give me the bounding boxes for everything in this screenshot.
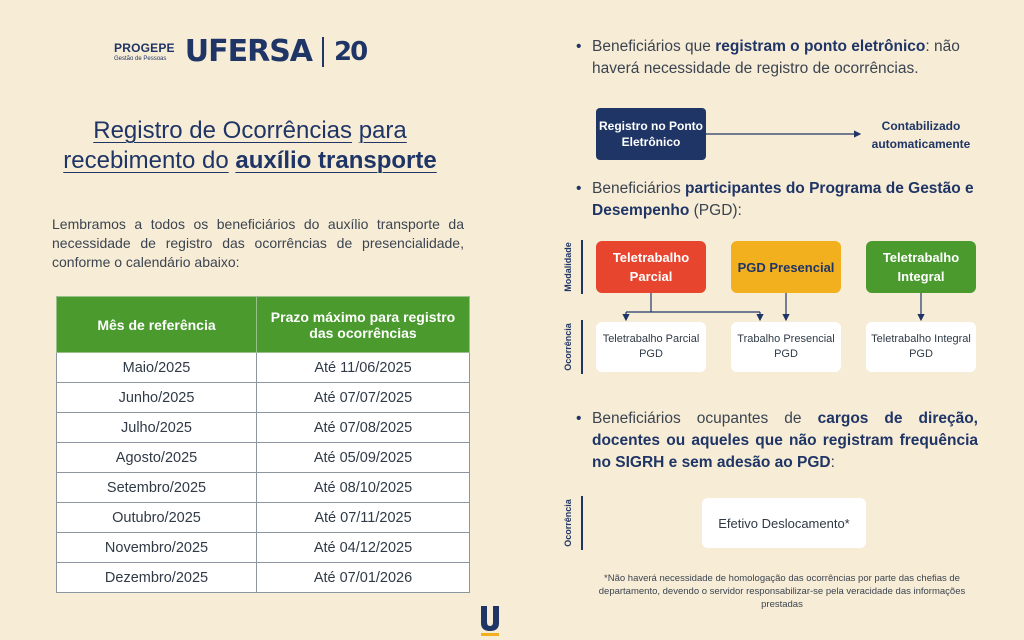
footnote: *Não haverá necessidade de homologação das ocorrências por parte das chefias de departamento, devendo o servidor responsabilizar-se pela veracidade das informações prestadas bbox=[598, 573, 966, 610]
bullet1-pre: Beneficiários que bbox=[592, 38, 716, 55]
bullet3-pre: Beneficiários ocupantes de bbox=[592, 410, 818, 427]
efetivo-deslocamento-box: Efetivo Deslocamento* bbox=[702, 498, 866, 548]
deadline-cell: Até 08/10/2025 bbox=[257, 473, 470, 503]
contabilizado-label: Contabilizado automaticamente bbox=[871, 119, 971, 151]
bullet-dot-icon: • bbox=[576, 180, 582, 197]
deadline-cell: Até 07/07/2025 bbox=[257, 383, 470, 413]
header-month: Mês de referência bbox=[57, 297, 257, 353]
bullet2-bold: participantes do Programa de Gestão e Desempenho bbox=[592, 180, 974, 219]
bullet-cargos-direcao bbox=[576, 408, 978, 474]
deadline-cell: Até 04/12/2025 bbox=[257, 533, 470, 563]
modalidade-teletrabalho-integral: Teletrabalho Integral bbox=[866, 241, 976, 293]
ocorrencia-teletrabalho-parcial: Teletrabalho Parcial PGD bbox=[596, 322, 706, 372]
ocorrencia-teletrabalho-integral: Teletrabalho Integral PGD bbox=[866, 322, 976, 372]
bullet-ponto-eletronico bbox=[576, 36, 976, 80]
bullet2-post: (PGD): bbox=[689, 202, 742, 219]
month-cell: Novembro/2025 bbox=[57, 533, 257, 563]
month-cell: Outubro/2025 bbox=[57, 503, 257, 533]
modalidade-bar bbox=[581, 240, 583, 294]
month-cell: Maio/2025 bbox=[57, 353, 257, 383]
label-modalidade: Modalidade bbox=[563, 242, 573, 292]
deadline-cell: Até 11/06/2025 bbox=[257, 353, 470, 383]
deadline-cell: Até 07/08/2025 bbox=[257, 413, 470, 443]
ocorrencia-trabalho-presencial: Trabalho Presencial PGD bbox=[731, 322, 841, 372]
bullet2-pre: Beneficiários bbox=[592, 180, 686, 197]
ocorrencia-bar bbox=[581, 320, 583, 374]
month-cell: Dezembro/2025 bbox=[57, 563, 257, 593]
bullet1-bold: registram o ponto eletrônico bbox=[715, 38, 926, 55]
month-cell: Julho/2025 bbox=[57, 413, 257, 443]
progepe-text: PROGEPE bbox=[114, 40, 175, 55]
bullet3-post: : bbox=[830, 454, 835, 471]
title-part4: auxílio transporte bbox=[235, 147, 437, 174]
deadline-cell: Até 05/09/2025 bbox=[257, 443, 470, 473]
anniversary-logo: 20 bbox=[334, 36, 367, 67]
progepe-subtitle: Gestão de Pessoas bbox=[114, 55, 167, 62]
bullet-dot-icon: • bbox=[576, 38, 582, 55]
bullet1-post: : não haverá necessidade de registro de ocorrências. bbox=[592, 38, 960, 77]
bullet-pgd bbox=[576, 178, 976, 222]
ocorrencia-bar-2 bbox=[581, 496, 583, 550]
ufersa-logo: UFERSA bbox=[184, 34, 313, 69]
modalidade-pgd-presencial: PGD Presencial bbox=[731, 241, 841, 293]
bullet-dot-icon: • bbox=[576, 410, 582, 427]
deadline-cell: Até 07/11/2025 bbox=[257, 503, 470, 533]
label-ocorrencia-2: Ocorrência bbox=[563, 499, 573, 547]
label-ocorrencia: Ocorrência bbox=[563, 323, 573, 371]
registro-ponto-box: Registro no Ponto Eletrônico bbox=[596, 108, 706, 160]
title-part3: recebimento do bbox=[63, 147, 229, 174]
modalidade-teletrabalho-parcial: Teletrabalho Parcial bbox=[596, 241, 706, 293]
deadline-cell: Até 07/01/2026 bbox=[257, 563, 470, 593]
bullet3-bold: cargos de direção, docentes ou aqueles que não registram frequência no SIGRH e sem adesão ao PGD bbox=[592, 410, 978, 471]
month-cell: Setembro/2025 bbox=[57, 473, 257, 503]
month-cell: Junho/2025 bbox=[57, 383, 257, 413]
title-part2: para bbox=[358, 117, 407, 144]
month-cell: Agosto/2025 bbox=[57, 443, 257, 473]
title-part1: Registro de Ocorrências bbox=[93, 117, 353, 144]
intro-text: Lembramos a todos os beneficiários do auxílio transporte da necessidade de registro das ocorrências de presencialidade, conforme o calendário abaixo: bbox=[52, 216, 464, 270]
header-deadline: Prazo máximo para registro das ocorrências bbox=[257, 297, 470, 353]
